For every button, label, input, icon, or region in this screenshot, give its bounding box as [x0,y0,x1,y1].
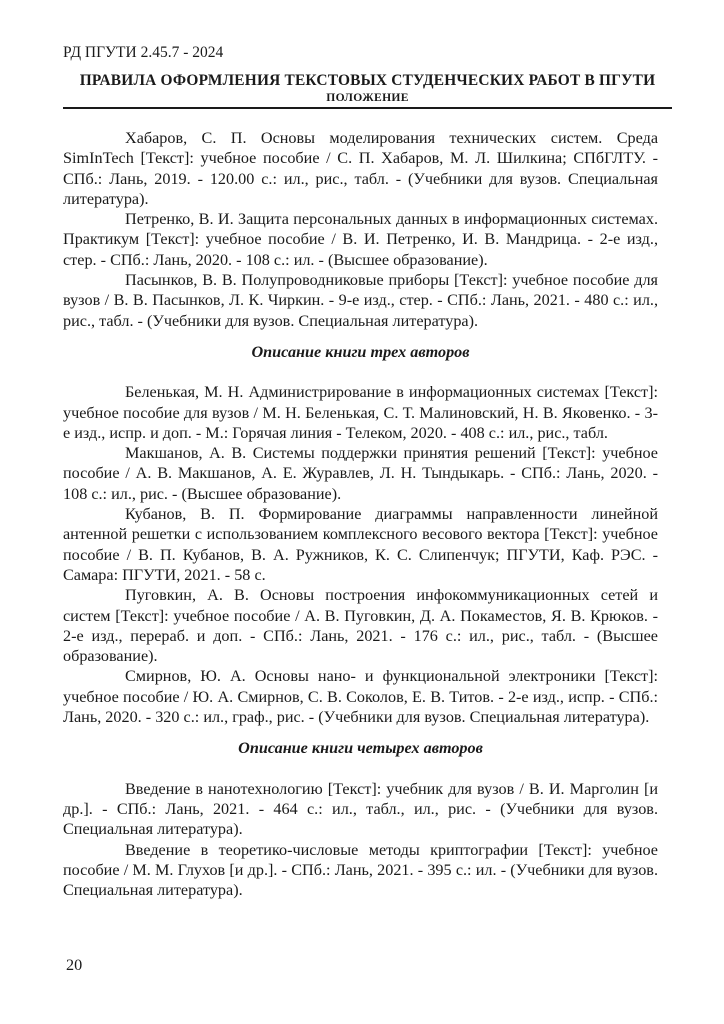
bibliography-entry: Пасынков, В. В. Полупроводниковые приборы [Текст]: учебное пособие для вузов / В. В. Пасынков, Л. К. Чиркин. - 9-е изд., стер. - СПб.: Лань, 2021. - 480 с.: ил., рис., табл. - (Учебники для вузов. Специальная литература). [63,271,658,330]
document-body [63,117,672,900]
document-title: ПРАВИЛА ОФОРМЛЕНИЯ ТЕКСТОВЫХ СТУДЕНЧЕСКИХ РАБОТ В ПГУТИ [79,72,656,89]
bibliography-entry: Кубанов, В. П. Формирование диаграммы направленности линейной антенной решетки с использованием комплексного весового вектора [Текст]: учебное пособие / В. П. Кубанов, В. А. Ружников, К. С. Слипенчук; ПГУТИ, Каф. РЭС. - Самара: ПГУТИ, 2021. - 58 с. [63,505,658,584]
bibliography-entry: Смирнов, Ю. А. Основы нано- и функциональной электроники [Текст]: учебное пособие / Ю. А. Смирнов, С. В. Соколов, Е. В. Титов. - 2-е изд., испр. - СПб.: Лань, 2020. - 320 с.: ил., граф., рис. - (Учебники для вузов. Специальная литература). [63,667,658,727]
bibliography-entry: Введение в теоретико-числовые методы криптографии [Текст]: учебное пособие / М. М. Глухов [и др.]. - СПб.: Лань, 2021. - 395 с.: ил. - (Учебники для вузов. Специальная литература). [63,840,658,900]
bibliography-entry: Беленькая, М. Н. Администрирование в информационных системах [Текст]: учебное пособие для вузов / М. Н. Беленькая, С. Т. Малиновский, Н. В. Яковенко. - 3-е изд., испр. и доп. - М.: Горячая линия - Телеком, 2020. - 408 с.: ил., рис., табл. [63,383,658,442]
bibliography-entry: Пуговкин, А. В. Основы построения инфокоммуникационных сетей и систем [Текст]: учебное пособие / А. В. Пуговкин, Д. А. Покаместов, Я. В. Крюков. - 2-е изд., перераб. и доп. - СПб.: Лань, 2021. - 176 с.: ил., рис., табл. - (Высшее образование). [63,586,658,666]
bibliography-entry: Хабаров, С. П. Основы моделирования технических систем. Среда SimInTech [Текст]: учебное пособие / С. П. Хабаров, М. Л. Шилкина; СПбГЛТУ. - СПб.: Лань, 2019. - 120.00 с.: ил., рис., табл. - (Учебники для вузов. Специальная литература). [63,129,658,208]
page-number: 20 [66,956,83,974]
bibliography-entry: Введение в нанотехнологию [Текст]: учебник для вузов / В. И. Марголин [и др.]. - СПб.: Лань, 2021. - 464 с.: ил., табл., ил., рис. - (Учебники для вузов. Специальная литература). [63,779,658,839]
bibliography-entry: Макшанов, А. В. Системы поддержки принятия решений [Текст]: учебное пособие / А. В. Макшанов, А. Е. Журавлев, Л. Н. Тындыкарь. - СПб.: Лань, 2020. - 108 с.: ил., рис. - (Высшее образование). [63,444,658,503]
bibliography-entry: Петренко, В. И. Защита персональных данных в информационных системах. Практикум [Текст]: учебное пособие / В. И. Петренко, И. В. Мандрица. - 2-е изд., стер. - СПб.: Лань, 2020. - 108 с.: ил. - (Высшее образование). [63,210,658,269]
header-divider [63,107,672,109]
section-heading-three-authors: Описание книги трех авторов [251,342,470,361]
document-subtitle: ПОЛОЖЕНИЕ [326,91,409,104]
document-code: РД ПГУТИ 2.45.7 - 2024 [63,44,224,61]
section-heading-four-authors: Описание книги четырех авторов [238,739,483,758]
